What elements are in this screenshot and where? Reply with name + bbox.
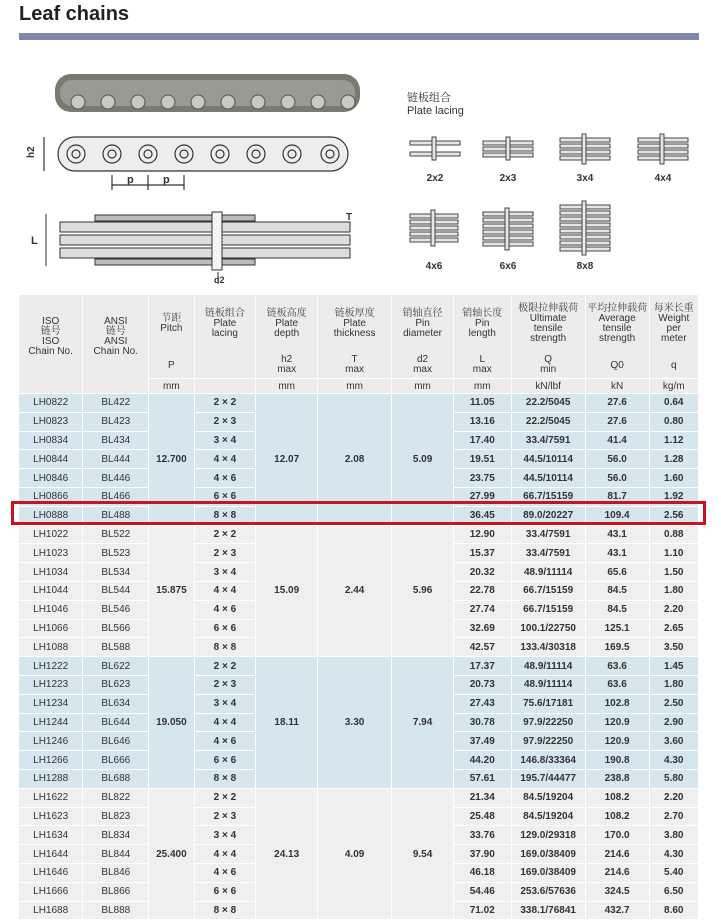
plate-lacing: 3 × 4 (194, 431, 256, 450)
header-pin-length: 销轴长度 Pin length (453, 295, 511, 352)
ansi-chain-no: BL666 (83, 751, 149, 770)
pin-diameter-value: 7.94 (392, 657, 454, 789)
plate-lacing: 4 × 4 (194, 713, 256, 732)
dim-p2: p (163, 174, 170, 186)
dim-h2: h2 (26, 146, 37, 158)
weight-per-meter: 1.10 (649, 544, 698, 563)
iso-chain-no: LH1034 (19, 563, 83, 582)
average-strength: 65.6 (585, 563, 649, 582)
average-strength: 109.4 (585, 506, 649, 525)
pin-length: 17.37 (453, 657, 511, 676)
lacing-icons (410, 134, 688, 255)
plate-lacing: 4 × 4 (194, 450, 256, 469)
average-strength: 27.6 (585, 412, 649, 431)
unit-pitch: mm (149, 379, 194, 394)
ultimate-strength: 48.9/11114 (511, 563, 585, 582)
plate-lacing: 6 × 6 (194, 487, 256, 506)
ansi-chain-no: BL422 (83, 394, 149, 413)
sym-average: Q0 (585, 352, 649, 379)
plate-lacing: 4 × 4 (194, 581, 256, 600)
average-strength: 27.6 (585, 394, 649, 413)
iso-chain-no: LH1688 (19, 901, 83, 920)
plate-lacing: 4 × 6 (194, 469, 256, 488)
iso-chain-no: LH0823 (19, 412, 83, 431)
header-depth: 链板高度 Plate depth (256, 295, 318, 352)
average-strength: 81.7 (585, 487, 649, 506)
lacing-title-cn: 链板组合 (407, 92, 451, 104)
sym-weight: q (649, 352, 698, 379)
sym-lacing (194, 352, 256, 379)
plate-lacing: 4 × 6 (194, 863, 256, 882)
pin-length: 42.57 (453, 638, 511, 657)
average-strength: 108.2 (585, 788, 649, 807)
dim-L: L (31, 235, 38, 247)
iso-chain-no: LH1266 (19, 751, 83, 770)
average-strength: 190.8 (585, 751, 649, 770)
weight-per-meter: 1.45 (649, 657, 698, 676)
ansi-chain-no: BL622 (83, 657, 149, 676)
ansi-chain-no: BL588 (83, 638, 149, 657)
weight-per-meter: 4.30 (649, 845, 698, 864)
pin-length: 46.18 (453, 863, 511, 882)
pin-length: 15.37 (453, 544, 511, 563)
ultimate-strength: 253.6/57636 (511, 882, 585, 901)
pin-length: 32.69 (453, 619, 511, 638)
ansi-chain-no: BL844 (83, 845, 149, 864)
weight-per-meter: 3.60 (649, 732, 698, 751)
unit-pin-length: mm (453, 379, 511, 394)
sym-thickness: T max (318, 352, 392, 379)
pin-diameter-value: 5.09 (392, 394, 454, 526)
plate-lacing: 6 × 6 (194, 619, 256, 638)
weight-per-meter: 2.50 (649, 694, 698, 713)
pin-length: 71.02 (453, 901, 511, 920)
unit-weight: kg/m (649, 379, 698, 394)
plate-lacing: 3 × 4 (194, 694, 256, 713)
plate-lacing: 6 × 6 (194, 882, 256, 901)
average-strength: 120.9 (585, 713, 649, 732)
sym-pin-diameter: d2 max (392, 352, 454, 379)
lacing-label-3x4: 3x4 (576, 173, 594, 184)
plate-lacing: 4 × 4 (194, 845, 256, 864)
plate-lacing: 2 × 2 (194, 657, 256, 676)
average-strength: 214.6 (585, 863, 649, 882)
table-row (19, 788, 699, 807)
lacing-label-4x6: 4x6 (425, 261, 443, 272)
ansi-chain-no: BL846 (83, 863, 149, 882)
weight-per-meter: 1.12 (649, 431, 698, 450)
ansi-chain-no: BL444 (83, 450, 149, 469)
sym-pitch: P (149, 352, 194, 379)
average-strength: 43.1 (585, 525, 649, 544)
weight-per-meter: 8.60 (649, 901, 698, 920)
ansi-chain-no: BL688 (83, 769, 149, 788)
header-ansi: ANSI 链号 ANSI Chain No. (83, 295, 149, 379)
pin-length: 11.05 (453, 394, 511, 413)
ansi-chain-no: BL623 (83, 675, 149, 694)
pin-length: 12.90 (453, 525, 511, 544)
weight-per-meter: 4.30 (649, 751, 698, 770)
pin-length: 21.34 (453, 788, 511, 807)
iso-chain-no: LH1022 (19, 525, 83, 544)
pin-length: 20.73 (453, 675, 511, 694)
lacing-title (407, 92, 464, 118)
pitch-value: 25.400 (149, 788, 194, 920)
plate-thickness-value: 3.30 (318, 657, 392, 789)
dim-d2: d2 (214, 275, 225, 285)
plate-lacing: 2 × 3 (194, 807, 256, 826)
plate-lacing: 2 × 3 (194, 412, 256, 431)
average-strength: 120.9 (585, 732, 649, 751)
table-row (19, 394, 699, 413)
ansi-chain-no: BL423 (83, 412, 149, 431)
pin-length: 27.74 (453, 600, 511, 619)
ultimate-strength: 22.2/5045 (511, 394, 585, 413)
ultimate-strength: 66.7/15159 (511, 581, 585, 600)
weight-per-meter: 0.80 (649, 412, 698, 431)
iso-chain-no: LH0888 (19, 506, 83, 525)
ansi-chain-no: BL434 (83, 431, 149, 450)
pin-length: 37.49 (453, 732, 511, 751)
plate-lacing: 8 × 8 (194, 506, 256, 525)
chain-diagrams (0, 55, 721, 295)
iso-chain-no: LH0846 (19, 469, 83, 488)
ansi-chain-no: BL646 (83, 732, 149, 751)
pin-diameter-value: 9.54 (392, 788, 454, 920)
header-lacing: 链板组合 Plate lacing (194, 295, 256, 352)
page-title: Leaf chains (19, 3, 130, 25)
pin-length: 37.90 (453, 845, 511, 864)
plate-depth-value: 18.11 (256, 657, 318, 789)
header-average: 平均拉伸载荷 Average tensile strength (585, 295, 649, 352)
iso-chain-no: LH1634 (19, 826, 83, 845)
weight-per-meter: 0.88 (649, 525, 698, 544)
plate-lacing: 2 × 3 (194, 544, 256, 563)
average-strength: 108.2 (585, 807, 649, 826)
lacing-label-2x3: 2x3 (499, 173, 517, 184)
ansi-chain-no: BL488 (83, 506, 149, 525)
average-strength: 56.0 (585, 469, 649, 488)
pin-length: 19.51 (453, 450, 511, 469)
weight-per-meter: 1.50 (649, 563, 698, 582)
iso-chain-no: LH1666 (19, 882, 83, 901)
chain-side-view (44, 137, 348, 190)
weight-per-meter: 2.20 (649, 600, 698, 619)
weight-per-meter: 1.28 (649, 450, 698, 469)
plate-lacing: 2 × 2 (194, 394, 256, 413)
ansi-chain-no: BL834 (83, 826, 149, 845)
ultimate-strength: 89.0/20227 (511, 506, 585, 525)
plate-lacing: 8 × 8 (194, 901, 256, 920)
average-strength: 41.4 (585, 431, 649, 450)
lacing-label-8x8: 8x8 (576, 261, 594, 272)
iso-chain-no: LH1646 (19, 863, 83, 882)
ultimate-strength: 33.4/7591 (511, 544, 585, 563)
iso-chain-no: LH1066 (19, 619, 83, 638)
plate-lacing: 2 × 3 (194, 675, 256, 694)
ansi-chain-no: BL866 (83, 882, 149, 901)
iso-chain-no: LH0822 (19, 394, 83, 413)
weight-per-meter: 2.70 (649, 807, 698, 826)
iso-chain-no: LH1222 (19, 657, 83, 676)
plate-lacing: 4 × 6 (194, 732, 256, 751)
average-strength: 63.6 (585, 675, 649, 694)
iso-chain-no: LH1046 (19, 600, 83, 619)
weight-per-meter: 2.20 (649, 788, 698, 807)
ansi-chain-no: BL466 (83, 487, 149, 506)
ultimate-strength: 169.0/38409 (511, 863, 585, 882)
pin-length: 22.78 (453, 581, 511, 600)
iso-chain-no: LH1223 (19, 675, 83, 694)
ansi-chain-no: BL546 (83, 600, 149, 619)
pin-length: 13.16 (453, 412, 511, 431)
unit-ultimate: kN/lbf (511, 379, 585, 394)
header-pitch: 节距 Pitch (149, 295, 194, 352)
weight-per-meter: 1.60 (649, 469, 698, 488)
iso-chain-no: LH1623 (19, 807, 83, 826)
plate-lacing: 8 × 8 (194, 769, 256, 788)
plate-thickness-value: 4.09 (318, 788, 392, 920)
pin-length: 23.75 (453, 469, 511, 488)
average-strength: 238.8 (585, 769, 649, 788)
weight-per-meter: 1.80 (649, 581, 698, 600)
iso-chain-no: LH1622 (19, 788, 83, 807)
iso-chain-no: LH1234 (19, 694, 83, 713)
ultimate-strength: 75.6/17181 (511, 694, 585, 713)
lacing-label-6x6: 6x6 (499, 261, 517, 272)
pin-length: 17.40 (453, 431, 511, 450)
pin-length: 33.76 (453, 826, 511, 845)
weight-per-meter: 3.50 (649, 638, 698, 657)
sym-ultimate: Q min (511, 352, 585, 379)
iso-chain-no: LH1644 (19, 845, 83, 864)
ultimate-strength: 129.0/29318 (511, 826, 585, 845)
ultimate-strength: 33.4/7591 (511, 525, 585, 544)
iso-chain-no: LH0834 (19, 431, 83, 450)
ultimate-strength: 195.7/44477 (511, 769, 585, 788)
pin-length: 54.46 (453, 882, 511, 901)
chain-photo (55, 74, 360, 112)
iso-chain-no: LH1088 (19, 638, 83, 657)
sym-depth: h2 max (256, 352, 318, 379)
pin-length: 44.20 (453, 751, 511, 770)
ultimate-strength: 97.9/22250 (511, 732, 585, 751)
pin-length: 30.78 (453, 713, 511, 732)
ultimate-strength: 48.9/11114 (511, 675, 585, 694)
average-strength: 169.5 (585, 638, 649, 657)
weight-per-meter: 2.90 (649, 713, 698, 732)
pin-length: 36.45 (453, 506, 511, 525)
ultimate-strength: 84.5/19204 (511, 788, 585, 807)
ultimate-strength: 169.0/38409 (511, 845, 585, 864)
average-strength: 84.5 (585, 581, 649, 600)
plate-thickness-value: 2.08 (318, 394, 392, 526)
iso-chain-no: LH0844 (19, 450, 83, 469)
ansi-chain-no: BL544 (83, 581, 149, 600)
ultimate-strength: 33.4/7591 (511, 431, 585, 450)
unit-depth: mm (256, 379, 318, 394)
ultimate-strength: 100.1/22750 (511, 619, 585, 638)
pin-length: 25.48 (453, 807, 511, 826)
ultimate-strength: 97.9/22250 (511, 713, 585, 732)
plate-depth-value: 24.13 (256, 788, 318, 920)
unit-lacing (194, 379, 256, 394)
iso-chain-no: LH1246 (19, 732, 83, 751)
iso-chain-no: LH1023 (19, 544, 83, 563)
average-strength: 84.5 (585, 600, 649, 619)
plate-lacing: 2 × 2 (194, 788, 256, 807)
ansi-chain-no: BL634 (83, 694, 149, 713)
lacing-label-2x2: 2x2 (426, 173, 444, 184)
plate-lacing: 8 × 8 (194, 638, 256, 657)
weight-per-meter: 2.56 (649, 506, 698, 525)
dim-T: T (346, 212, 353, 223)
unit-pin-diameter: mm (392, 379, 454, 394)
average-strength: 43.1 (585, 544, 649, 563)
ansi-chain-no: BL523 (83, 544, 149, 563)
average-strength: 125.1 (585, 619, 649, 638)
ultimate-strength: 338.1/76841 (511, 901, 585, 920)
plate-lacing: 6 × 6 (194, 751, 256, 770)
sym-pin-length: L max (453, 352, 511, 379)
pin-diameter-value: 5.96 (392, 525, 454, 657)
iso-chain-no: LH1288 (19, 769, 83, 788)
average-strength: 102.8 (585, 694, 649, 713)
weight-per-meter: 5.80 (649, 769, 698, 788)
header-iso: ISO 链号 ISO Chain No. (19, 295, 83, 379)
pin-length: 20.32 (453, 563, 511, 582)
ultimate-strength: 44.5/10114 (511, 469, 585, 488)
spec-table (19, 295, 699, 920)
weight-per-meter: 2.65 (649, 619, 698, 638)
dim-p1: p (127, 174, 134, 186)
ansi-chain-no: BL822 (83, 788, 149, 807)
iso-chain-no: LH0866 (19, 487, 83, 506)
lacing-title-en: Plate lacing (407, 105, 464, 117)
average-strength: 214.6 (585, 845, 649, 864)
spec-table-body (19, 394, 699, 920)
ultimate-strength: 66.7/15159 (511, 487, 585, 506)
ultimate-strength: 146.8/33364 (511, 751, 585, 770)
ansi-chain-no: BL522 (83, 525, 149, 544)
plate-depth-value: 12.07 (256, 394, 318, 526)
chain-top-view (46, 212, 353, 284)
unit-thickness: mm (318, 379, 392, 394)
header-thickness: 链板厚度 Plate thickness (318, 295, 392, 352)
ultimate-strength: 44.5/10114 (511, 450, 585, 469)
ultimate-strength: 133.4/30318 (511, 638, 585, 657)
highlight-box-lh0888 (11, 501, 706, 525)
weight-per-meter: 1.80 (649, 675, 698, 694)
average-strength: 63.6 (585, 657, 649, 676)
plate-lacing: 3 × 4 (194, 563, 256, 582)
table-row (19, 525, 699, 544)
unit-average: kN (585, 379, 649, 394)
plate-lacing: 3 × 4 (194, 826, 256, 845)
pitch-value: 12.700 (149, 394, 194, 526)
average-strength: 432.7 (585, 901, 649, 920)
header-weight: 每米长重 Weight per meter (649, 295, 698, 352)
ansi-chain-no: BL534 (83, 563, 149, 582)
title-divider (19, 33, 699, 40)
average-strength: 56.0 (585, 450, 649, 469)
iso-chain-no: LH1244 (19, 713, 83, 732)
pitch-value: 19.050 (149, 657, 194, 789)
pitch-value: 15.875 (149, 525, 194, 657)
pin-length: 57.61 (453, 769, 511, 788)
plate-lacing: 2 × 2 (194, 525, 256, 544)
weight-per-meter: 6.50 (649, 882, 698, 901)
weight-per-meter: 5.40 (649, 863, 698, 882)
weight-per-meter: 1.92 (649, 487, 698, 506)
lacing-label-4x4: 4x4 (654, 173, 672, 184)
pin-length: 27.99 (453, 487, 511, 506)
ansi-chain-no: BL823 (83, 807, 149, 826)
ansi-chain-no: BL888 (83, 901, 149, 920)
ultimate-strength: 48.9/11114 (511, 657, 585, 676)
header-pin-diameter: 销轴直径 Pin diameter (392, 295, 454, 352)
ansi-chain-no: BL566 (83, 619, 149, 638)
weight-per-meter: 0.64 (649, 394, 698, 413)
ansi-chain-no: BL446 (83, 469, 149, 488)
plate-lacing: 4 × 6 (194, 600, 256, 619)
table-row (19, 657, 699, 676)
header-ultimate: 极限拉伸载荷 Ultimate tensile strength (511, 295, 585, 352)
average-strength: 324.5 (585, 882, 649, 901)
ultimate-strength: 84.5/19204 (511, 807, 585, 826)
weight-per-meter: 3.80 (649, 826, 698, 845)
pin-length: 27.43 (453, 694, 511, 713)
ansi-chain-no: BL644 (83, 713, 149, 732)
plate-thickness-value: 2.44 (318, 525, 392, 657)
average-strength: 170.0 (585, 826, 649, 845)
ultimate-strength: 22.2/5045 (511, 412, 585, 431)
plate-depth-value: 15.09 (256, 525, 318, 657)
ultimate-strength: 66.7/15159 (511, 600, 585, 619)
iso-chain-no: LH1044 (19, 581, 83, 600)
